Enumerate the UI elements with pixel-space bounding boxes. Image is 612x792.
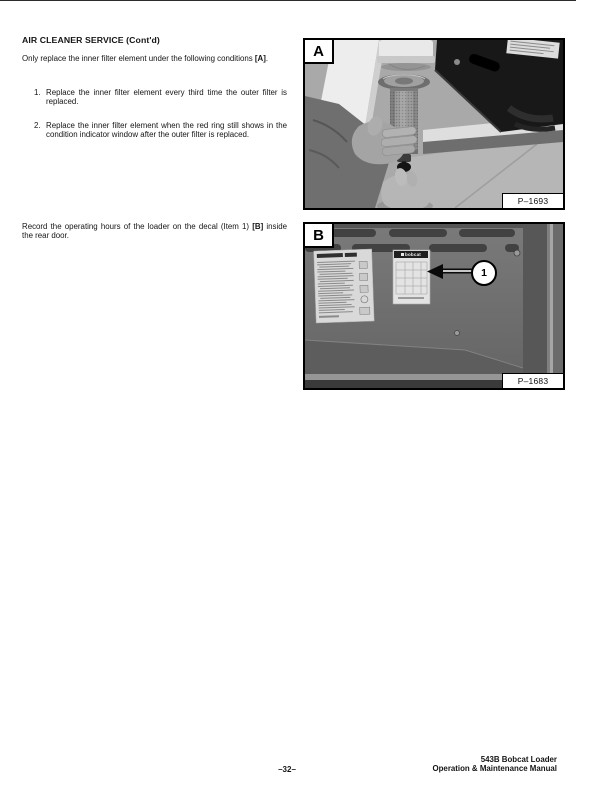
record-text-post: inside the rear door. <box>22 222 288 241</box>
document-title-block <box>432 755 557 773</box>
figure-a-photo-number: P–1693 <box>502 193 563 208</box>
bobcat-logo-mark <box>401 253 404 256</box>
intro-text-pre: Only replace the inner filter element under the following conditions <box>22 54 255 63</box>
section-title: AIR CLEANER SERVICE (Cont'd) <box>22 35 160 45</box>
panel-bolt <box>455 331 460 336</box>
record-text-pre: Record the operating hours of the loader on the decal (Item 1) <box>22 222 253 231</box>
bobcat-logo-text: bobcat <box>405 252 421 257</box>
list-item-2-text: Replace the inner filter element when the red ring still shows in the condition indicator window after the outer filter is replaced. <box>46 121 287 140</box>
list-item-2 <box>34 121 287 140</box>
page-number: –32– <box>278 765 296 774</box>
document-model-line: 543B Bobcat Loader <box>480 755 557 764</box>
scan-artifact-line <box>0 0 576 1</box>
rear-door-photo-illustration <box>305 224 563 388</box>
figure-a-label: A <box>305 40 334 64</box>
figure-a-reference: [A] <box>254 54 266 63</box>
callout-1-badge: 1 <box>471 260 497 286</box>
record-hours-paragraph <box>22 222 287 241</box>
service-schedule-decal <box>314 249 374 323</box>
list-item-1 <box>34 88 287 107</box>
figure-b-label: B <box>305 224 334 248</box>
list-item-1-text: Replace the inner filter element every third time the outer filter is replaced. <box>46 88 287 107</box>
document-manual-line: Operation & Maintenance Manual <box>432 764 557 774</box>
intro-paragraph <box>22 54 287 63</box>
figure-b-photo-number: P–1683 <box>502 373 563 388</box>
figure-a <box>303 38 565 210</box>
air-filter-photo-illustration <box>305 40 563 208</box>
intro-text-post: . <box>265 54 269 63</box>
cover-bolt <box>454 59 460 65</box>
bobcat-decal-logo <box>394 251 428 258</box>
figure-b-reference: [B] <box>252 222 264 231</box>
list-item-2-number: 2. <box>34 121 41 130</box>
door-bolt <box>514 250 520 256</box>
list-item-1-number: 1. <box>34 88 41 97</box>
door-edge-channel <box>523 224 547 388</box>
hour-record-decal <box>393 250 430 304</box>
figure-b <box>303 222 565 390</box>
air-cleaner-housing <box>379 40 433 58</box>
